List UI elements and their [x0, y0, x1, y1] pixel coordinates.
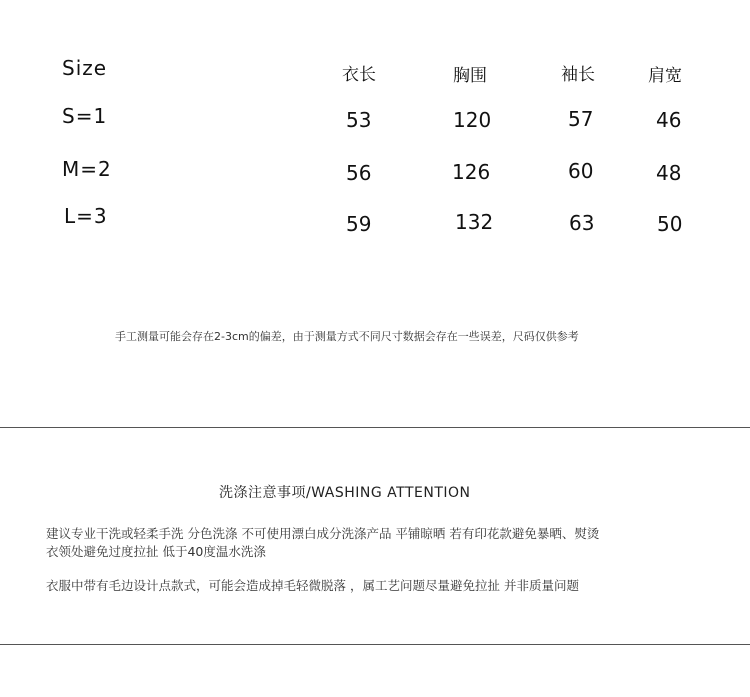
washing-line-2: 衣领处避免过度拉扯 低于40度温水洗涤: [46, 544, 266, 559]
section-divider-top: [0, 427, 750, 428]
header-sleeve: 袖长: [561, 65, 595, 85]
washing-line-1: 建议专业干洗或轻柔手洗 分色洗涤 不可使用漂白成分洗涤产品 平铺晾晒 若有印花款避免暴晒、熨烫: [46, 526, 600, 541]
header-length: 衣长: [342, 65, 376, 85]
cell-s-shoulder: 46: [656, 108, 682, 132]
size-label-l: L=3: [64, 204, 108, 228]
cell-m-sleeve: 60: [568, 159, 594, 183]
header-chest: 胸围: [453, 66, 487, 86]
section-divider-bottom: [0, 644, 750, 645]
cell-l-length: 59: [346, 212, 372, 236]
size-label-s: S=1: [62, 104, 108, 128]
cell-l-sleeve: 63: [569, 211, 595, 235]
header-shoulder: 肩宽: [648, 66, 682, 86]
washing-title: 洗涤注意事项/WASHING ATTENTION: [219, 485, 471, 501]
header-size: Size: [62, 56, 108, 80]
cell-m-length: 56: [346, 161, 372, 185]
cell-l-chest: 132: [455, 210, 494, 234]
measurement-note: 手工测量可能会存在2-3cm的偏差，由于测量方式不同尺寸数据会存在一些误差，尺码仅供参考: [115, 330, 579, 343]
cell-s-sleeve: 57: [568, 107, 594, 131]
cell-s-length: 53: [346, 108, 372, 132]
cell-m-chest: 126: [452, 160, 491, 184]
washing-line-3: 衣服中带有毛边设计点款式，可能会造成掉毛轻微脱落 ，属工艺问题尽量避免拉扯 并非质量问题: [46, 578, 579, 593]
cell-l-shoulder: 50: [657, 212, 683, 236]
cell-s-chest: 120: [453, 108, 492, 132]
size-label-m: M=2: [62, 157, 112, 181]
cell-m-shoulder: 48: [656, 161, 682, 185]
